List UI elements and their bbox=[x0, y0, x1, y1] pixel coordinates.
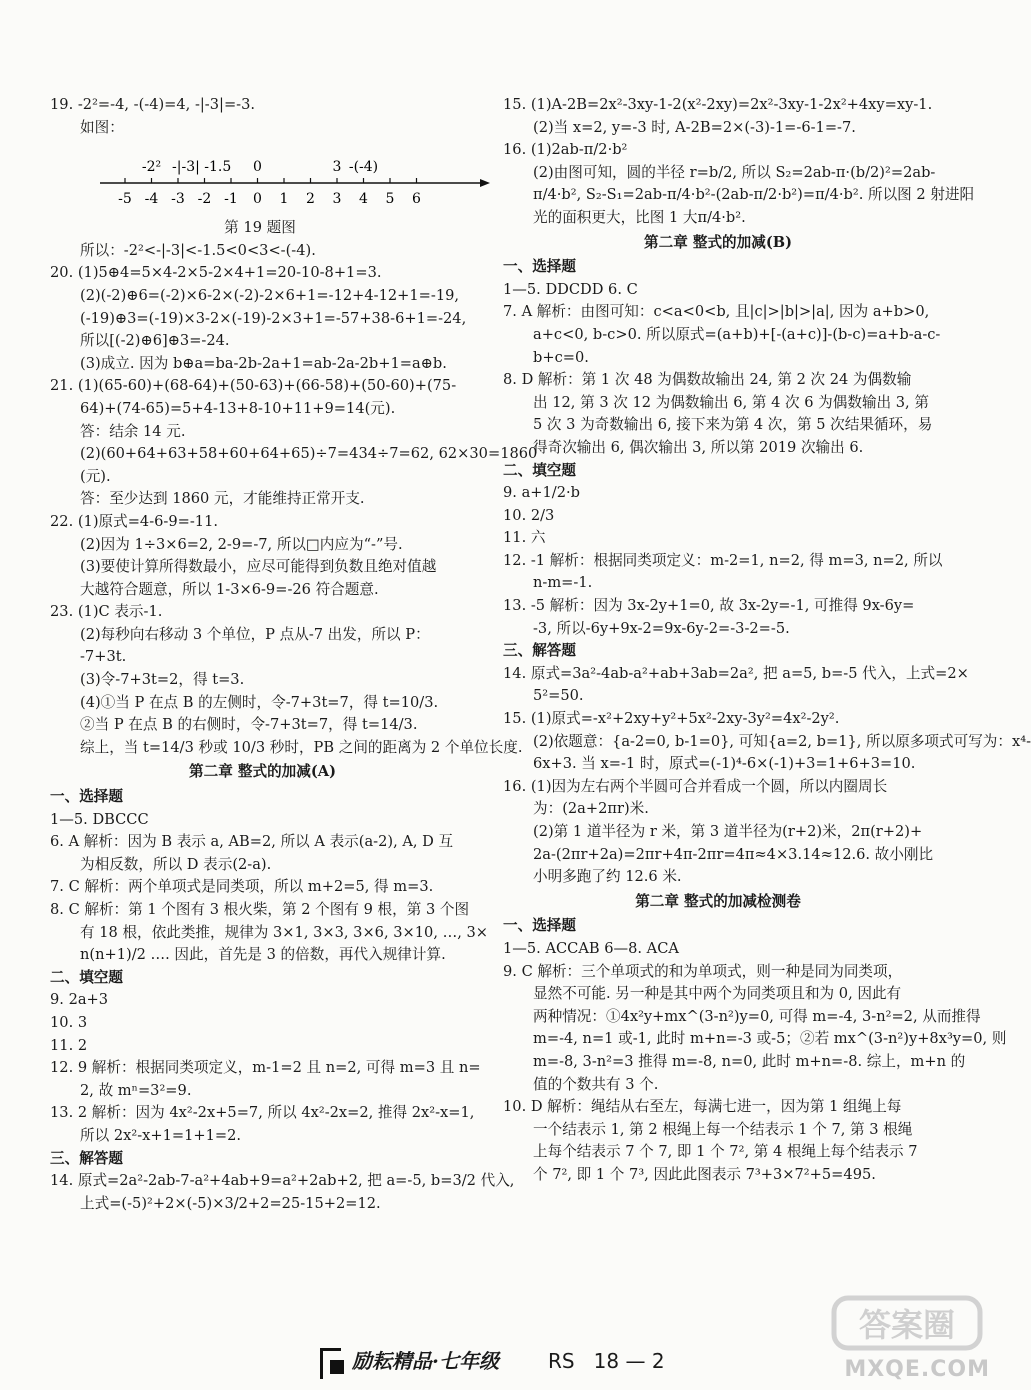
footer-page: 18 — 2 bbox=[593, 1349, 665, 1373]
text-line: 得奇次输出 6, 偶次输出 3, 所以第 2019 次输出 6. bbox=[533, 438, 864, 456]
text-line: 8. D 解析：第 1 次 48 为偶数故输出 24, 第 2 次 24 为偶数输 bbox=[503, 371, 912, 389]
text-line: 15. (1)A-2B=2x²-3xy-1-2(x²-2xy)=2x²-3xy-1-2x²+4xy=xy-1. bbox=[503, 96, 933, 113]
text-line: 13. -5 解析：因为 3x-2y+1=0, 故 3x-2y=-1, 可推得 9x-6y= bbox=[503, 597, 915, 615]
number-line-tick-label: -3 bbox=[171, 191, 185, 208]
text-line: (3)令-7+3t=2，得 t=3. bbox=[80, 671, 245, 689]
text-line: 6. A 解析：因为 B 表示 a, AB=2, 所以 A 表示(a-2), A, D 互 bbox=[50, 833, 454, 851]
watermark-logo-icon bbox=[832, 1292, 982, 1352]
footer-edition: RS bbox=[548, 1349, 575, 1373]
text-line: 个 7², 即 1 个 7³, 因此此图表示 7³+3×7²+5=495. bbox=[533, 1165, 876, 1183]
watermark-logo-text: 答案圈 bbox=[858, 1306, 956, 1344]
text-line: (元). bbox=[80, 467, 111, 485]
text-line: -3, 所以-6y+9x-2=9x-6y-2=-3-2=-5. bbox=[533, 619, 790, 637]
text-line: (-19)⊕3=(-19)×3-2×(-19)-2×3+1=-57+38-6+1=-24, bbox=[80, 309, 467, 327]
text-line: m=-8, 3-n²=3 推得 m=-8, n=0, 此时 m+n=-8. 综上，m+n 的 bbox=[533, 1052, 966, 1070]
text-line: 9. a+1/2·b bbox=[503, 484, 580, 502]
text-line: 7. C 解析：两个单项式是同类项，所以 m+2=5, 得 m=3. bbox=[50, 878, 434, 896]
footer-page-number bbox=[548, 1350, 665, 1373]
text-line: 12. -1 解析：根据同类项定义：m-2=1, n=2, 得 m=3, n=2, 所以 bbox=[503, 551, 943, 569]
text-line: 小明多跑了约 12.6 米. bbox=[533, 868, 682, 886]
number-line-point-label: -(-4) bbox=[348, 159, 379, 176]
text-line: 答：结余 14 元. bbox=[80, 422, 186, 440]
text-line: 16. (1)2ab-π/2·b² bbox=[503, 141, 628, 159]
text-line: (2)(60+64+63+58+60+64+65)÷7=434÷7=62, 62×30=1860 bbox=[80, 445, 538, 463]
text-line: 上每个结表示 7 个 7, 即 1 个 7², 第 4 根绳上每个结表示 7 bbox=[533, 1143, 918, 1161]
text-line: 大越符合题意，所以 1-3×6-9=-26 符合题意. bbox=[80, 580, 379, 598]
number-line-tick-label: -4 bbox=[144, 191, 159, 208]
section-heading: 一、选择题 bbox=[50, 788, 123, 806]
text-line: 5 次 3 为奇数输出 6, 接下来为第 4 次，第 5 次结果循环，易 bbox=[533, 416, 933, 434]
footer-square-icon bbox=[330, 1360, 344, 1374]
text-line: 16. (1)因为左右两个半圆可合并看成一个圆，所以内圈周长 bbox=[503, 777, 888, 795]
text-line: (4)①当 P 在点 B 的左侧时，令-7+3t=7，得 t=10/3. bbox=[80, 693, 439, 711]
section-heading: 二、填空题 bbox=[50, 968, 123, 986]
section-heading: 一、选择题 bbox=[503, 258, 576, 276]
text-line: 答：至少达到 1860 元，才能维持正常开支. bbox=[80, 490, 365, 508]
text-line: (2)当 x=2, y=-3 时, A-2B=2×(-3)-1=-6-1=-7. bbox=[533, 118, 856, 136]
number-line-svg bbox=[95, 139, 495, 217]
text-line: 两种情况：①4x²y+mx^(3-n²)y=0, 可得 m=-4, 3-n²=2, 从而推得 bbox=[533, 1007, 981, 1025]
text-line: 1—5. DBCCC bbox=[50, 810, 149, 828]
number-line-arrow-icon bbox=[480, 179, 490, 187]
text-line: 光的面积更大，比图 1 大π/4·b². bbox=[533, 208, 746, 226]
number-line-tick-label: 2 bbox=[306, 191, 315, 208]
figure-caption: 第 19 题图 bbox=[224, 219, 296, 237]
text-line: 9. C 解析：三个单项式的和为单项式，则一种是同为同类项， bbox=[503, 962, 903, 980]
section-heading: 一、选择题 bbox=[503, 917, 576, 935]
text-line: (3)成立. 因为 b⊕a=ba-2b-2a+1=ab-2a-2b+1=a⊕b. bbox=[80, 354, 447, 372]
text-line: 显然不可能. 另一种是其中两个为同类项且和为 0, 因此有 bbox=[533, 985, 902, 1003]
text-line: 10. 2/3 bbox=[503, 506, 555, 524]
text-line: 7. A 解析：由图可知：c<a<0<b, 且|c|>|b|>|a|, 因为 a+b>0, bbox=[503, 303, 930, 321]
number-line-tick-label: 6 bbox=[412, 191, 421, 208]
section-title-c: 第二章 整式的加减检测卷 bbox=[635, 892, 801, 910]
section-heading: 三、解答题 bbox=[503, 642, 576, 660]
text-line: 64)+(74-65)=5+4-13+8-10+11+9=14(元). bbox=[80, 399, 396, 417]
text-line: 14. 原式=3a²-4ab-a²+ab+3ab=2a², 把 a=5, b=-5 代入，上式=2× bbox=[503, 664, 969, 682]
text-line: 10. D 解析：绳结从右至左，每满七进一，因为第 1 组绳上每 bbox=[503, 1098, 902, 1116]
text-line: 所以 2x²-x+1=1+1=2. bbox=[80, 1126, 242, 1144]
text-line: (2)因为 1÷3×6=2, 2-9=-7, 所以□内应为“-”号. bbox=[80, 535, 403, 553]
text-line: 23. (1)C 表示-1. bbox=[50, 603, 163, 621]
text-line: 22. (1)原式=4-6-9=-11. bbox=[50, 512, 219, 530]
text-line: (2)第 1 道半径为 r 米，第 3 道半径为(r+2)米，2π(r+2)+ bbox=[533, 823, 923, 840]
text-line: 所以：-2²<-|-3|<-1.5<0<3<-(-4). bbox=[80, 241, 316, 259]
number-line-tick-label: -1 bbox=[224, 191, 238, 208]
text-line: 8. C 解析：第 1 个图有 3 根火柴，第 2 个图有 9 根，第 3 个图 bbox=[50, 901, 470, 918]
text-line: 15. (1)原式=-x²+2xy+y²+5x²-2xy-3y²=4x²-2y². bbox=[503, 710, 840, 728]
number-line-tick-label: 0 bbox=[253, 191, 262, 208]
number-line-point-label: 3 bbox=[332, 159, 342, 176]
section-a-body bbox=[50, 786, 515, 1215]
text-line: 21. (1)(65-60)+(68-64)+(50-63)+(66-58)+(50-60)+(75- bbox=[50, 377, 457, 395]
text-line: π/4·b², S₂-S₁=2ab-π/4·b²-(2ab-π/2·b²)=π/4·b². 所以图 2 射进阳 bbox=[533, 186, 975, 204]
number-line-tick-label: -5 bbox=[118, 191, 132, 208]
text-line: 9. 2a+3 bbox=[50, 991, 109, 1009]
section-heading: 三、解答题 bbox=[50, 1149, 123, 1167]
text-line: 值的个数共有 3 个. bbox=[533, 1075, 659, 1093]
text-line: (2)(-2)⊕6=(-2)×6-2×(-2)-2×6+1=-12+4-12+1=-19, bbox=[80, 286, 460, 304]
text-line: 为相反数，所以 D 表示(2-a). bbox=[80, 855, 272, 873]
text-line: 14. 原式=2a²-2ab-7-a²+4ab+9=a²+2ab+2, 把 a=-5, b=3/2 代入, bbox=[50, 1172, 515, 1190]
section-title-a: 第二章 整式的加减(A) bbox=[189, 763, 336, 781]
q19-lines bbox=[50, 94, 475, 139]
text-line: 出 12, 第 3 次 12 为偶数输出 6, 第 4 次 6 为偶数输出 3, 第 bbox=[533, 393, 929, 411]
text-line: n(n+1)/2 …. 因此，首先是 3 的倍数，再代入规律计算. bbox=[80, 946, 446, 964]
text-line: 1—5. ACCAB 6—8. ACA bbox=[503, 939, 679, 957]
text-line: b+c=0. bbox=[533, 348, 589, 366]
watermark-url: MXQE.COM bbox=[844, 1357, 990, 1383]
text-line: 5²=50. bbox=[533, 687, 584, 705]
text-line: 11. 六 bbox=[503, 529, 546, 547]
text-line: 2a-(2πr+2a)=2πr+4π-2πr=4π≈4×3.14≈12.6. 故小刚比 bbox=[533, 845, 934, 863]
section-heading: 二、填空题 bbox=[503, 461, 576, 479]
text-line: 一个结表示 1, 第 2 根绳上每一个结表示 1 个 7, 第 3 根绳 bbox=[533, 1120, 913, 1138]
text-line: (2)依题意：{a-2=0, b-1=0}, 可知{a=2, b=1}, 所以原多项式可写为：x⁴- bbox=[533, 732, 1031, 750]
text-line: 11. 2 bbox=[50, 1036, 88, 1054]
number-line-point-label: -1.5 bbox=[204, 159, 232, 176]
right-column bbox=[503, 94, 1031, 1187]
number-line-tick-label: 4 bbox=[359, 191, 368, 208]
text-line: a+c<0, b-c>0. 所以原式=(a+b)+[-(a+c)]-(b-c)=a+b-a-c- bbox=[533, 325, 941, 343]
number-line-point-label: 0 bbox=[253, 159, 262, 176]
text-line: -7+3t. bbox=[80, 648, 127, 666]
watermark bbox=[830, 1292, 990, 1382]
number-line-point-label: -2² bbox=[141, 159, 162, 176]
text-line: 6x+3. 当 x=-1 时，原式=(-1)⁴-6×(-1)+3=1+6+3=10. bbox=[533, 755, 916, 773]
text-line: (3)要使计算所得数最小，应尽可能得到负数且绝对值越 bbox=[80, 558, 437, 576]
section-b-body bbox=[503, 256, 1031, 889]
number-line-tick-label: 5 bbox=[385, 191, 395, 208]
text-line: ②当 P 在点 B 的右侧时，令-7+3t=7，得 t=14/3. bbox=[80, 716, 418, 734]
right-top-lines bbox=[503, 94, 975, 230]
number-line-tick-label: 3 bbox=[332, 191, 342, 208]
footer-brand: 励耘精品·七年级 bbox=[352, 1349, 499, 1373]
text-line: 所以[(-2)⊕6]⊕3=-24. bbox=[80, 332, 230, 350]
section-c-body bbox=[503, 915, 1007, 1186]
text-line: 1—5. DDCDD 6. C bbox=[503, 280, 638, 298]
text-line: 如图： bbox=[80, 118, 124, 136]
text-line: 19. -2²=-4, -(-4)=4, -|-3|=-3. bbox=[50, 96, 256, 113]
number-line-tick-label: 1 bbox=[279, 191, 289, 208]
text-line: 2, 故 mⁿ=3²=9. bbox=[80, 1081, 192, 1099]
text-line: 有 18 根，依此类推，规律为 3×1, 3×3, 3×6, 3×10, …, 3× bbox=[80, 923, 488, 941]
text-line: n-m=-1. bbox=[533, 574, 593, 592]
text-line: (2)由图可知，圆的半径 r=b/2, 所以 S₂=2ab-π·(b/2)²=2ab- bbox=[533, 163, 936, 181]
text-line: m=-4, n=1 或-1, 此时 m+n=-3 或-5；②若 mx^(3-n²)y+8x³y=0, 则 bbox=[533, 1030, 1007, 1048]
text-line: 20. (1)5⊕4=5×4-2×5-2×4+1=20-10-8+1=3. bbox=[50, 264, 382, 282]
page-footer bbox=[320, 1346, 680, 1380]
number-line-figure bbox=[95, 139, 495, 217]
text-line: 为：(2a+2πr)米. bbox=[533, 800, 649, 818]
text-line: 13. 2 解析：因为 4x²-2x+5=7, 所以 4x²-2x=2, 推得 2x²-x=1, bbox=[50, 1104, 475, 1122]
text-line: 上式=(-5)²+2×(-5)×3/2+2=25-15+2=12. bbox=[80, 1194, 381, 1212]
text-line: 12. 9 解析：根据同类项定义，m-1=2 且 n=2, 可得 m=3 且 n= bbox=[50, 1059, 481, 1077]
text-line: 10. 3 bbox=[50, 1013, 88, 1031]
section-title-b: 第二章 整式的加减(B) bbox=[644, 233, 792, 251]
text-line: 综上，当 t=14/3 秒或 10/3 秒时，PB 之间的距离为 2 个单位长度. bbox=[80, 738, 523, 756]
number-line-point-label: -|-3| bbox=[172, 159, 200, 176]
number-line-tick-label: -2 bbox=[197, 191, 212, 208]
text-line: (2)每秒向右移动 3 个单位，P 点从-7 出发，所以 P： bbox=[80, 625, 430, 643]
